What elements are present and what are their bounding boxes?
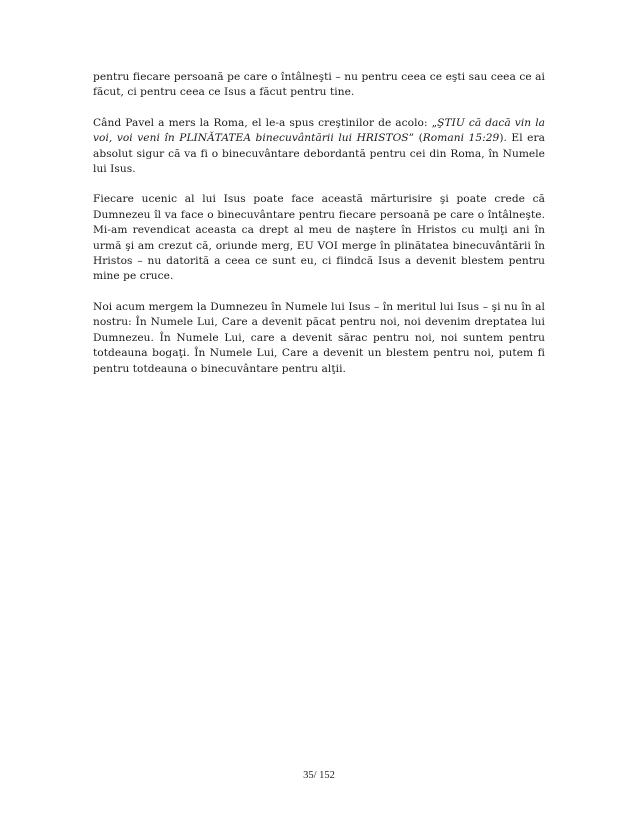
document-body [93, 70, 545, 392]
paragraph-2 [93, 116, 545, 178]
paragraph-2-text-a: Când Pavel a mers la Roma, el le-a spus creştinilor de acolo: „ [93, 116, 438, 129]
paragraph-1 [93, 70, 545, 101]
paragraph-3-text: Fiecare ucenic al lui Isus poate face această mărturisire şi poate crede că Dumnezeu îl va face o binecuvântare pentru fiecare persoană pe care o întâlneşte. Mi-am revendicat aceasta ca drept al meu de naştere în Hristos cu mulţi ani în urmă şi am crezut că, oriunde merg, EU VOI merge în plinătatea binecuvântării în Hristos – nu datorită a ceea ce sunt eu, ci fiindcă Isus a devenit blestem pentru mine pe cruce. [93, 193, 545, 283]
scripture-reference: Romani 15:29 [422, 132, 500, 145]
paragraph-1-text: pentru fiecare persoană pe care o întâlneşti – nu pentru ceea ce eşti sau ceea ce ai făcut, ci pentru ceea ce Isus a făcut pentru tine. [93, 71, 545, 99]
paragraph-2-text-b: ” ( [408, 132, 423, 145]
page-number: 35/ 152 [303, 770, 335, 781]
paragraph-2-quote: ŞTIU că dacă vin la voi, voi veni în PLINĂTATEA binecuvântării lui HRISTOS [93, 116, 545, 145]
paragraph-4 [93, 300, 545, 377]
paragraph-2-text-c: ). El era absolut sigur că va fi o binecuvântare debordantă pentru cei din Roma, în Numele lui Isus. [93, 132, 545, 176]
paragraph-3 [93, 192, 545, 284]
paragraph-4-text: Noi acum mergem la Dumnezeu în Numele lui Isus – în meritul lui Isus – şi nu în al nostru: În Numele Lui, Care a devenit păcat pentru noi, noi devenim dreptatea lui Dumnezeu. În Numele Lui, care a devenit sărac pentru noi, noi suntem pentru totdeauna bogaţi. În Numele Lui, Care a devenit un blestem pentru noi, putem fi pentru totdeauna o binecuvântare pentru alţii. [93, 300, 545, 375]
